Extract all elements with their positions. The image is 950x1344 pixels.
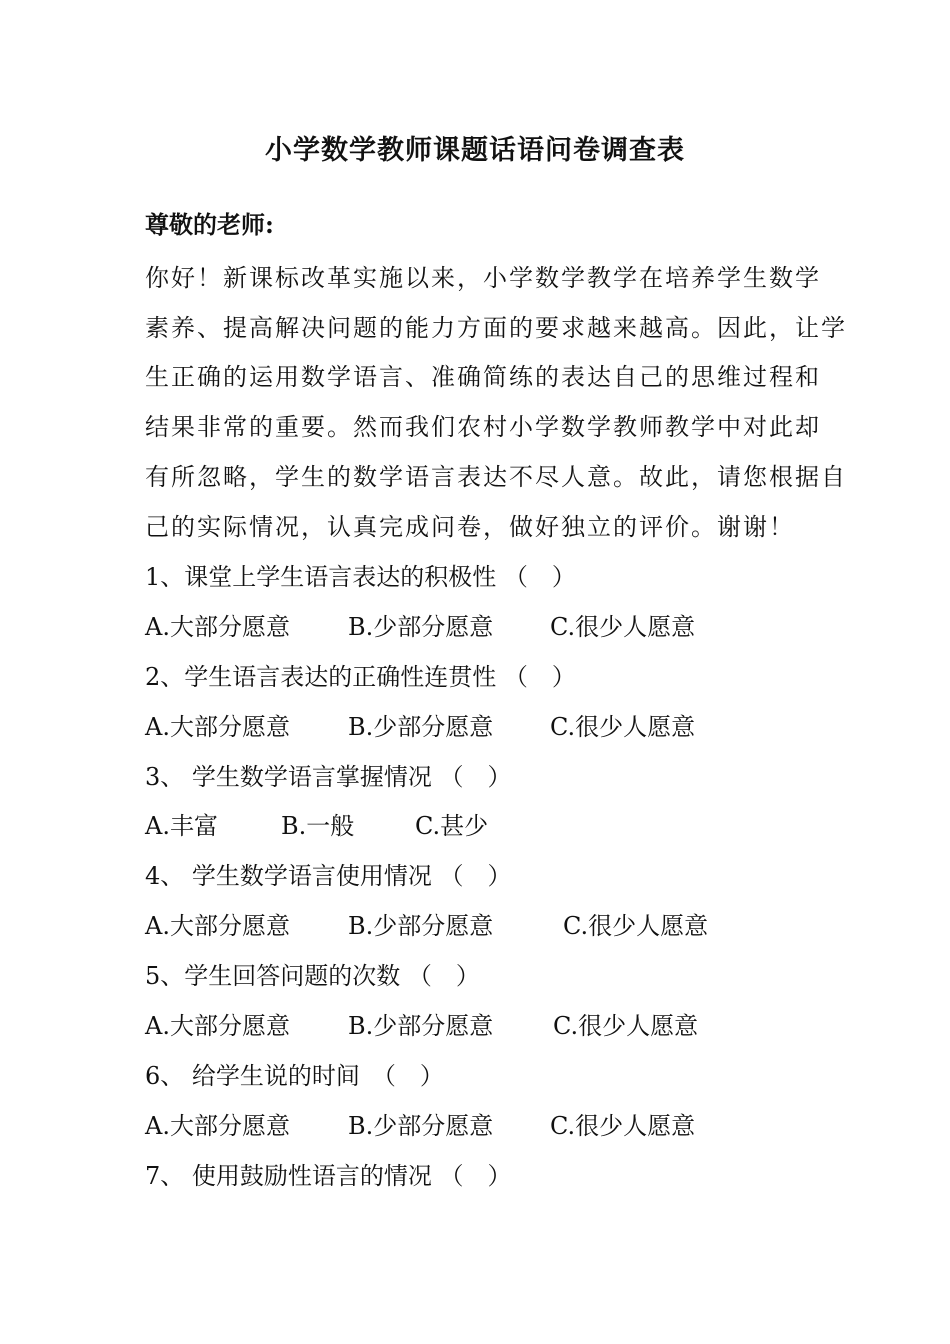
option-c: C.甚少 <box>415 812 489 840</box>
intro-line: 你好！新课标改革实施以来，小学数学教学在培养学生数学 <box>145 264 821 292</box>
question-5: 5、学生回答问题的次数 （ ） <box>145 962 480 990</box>
question-3: 3、 学生数学语言掌握情况 （ ） <box>145 763 512 791</box>
option-a: A.大部分愿意 <box>145 613 290 641</box>
intro-line: 生正确的运用数学语言、准确简练的表达自己的思维过程和 <box>145 363 821 391</box>
option-b: B.少部分愿意 <box>348 912 494 940</box>
question-2: 2、学生语言表达的正确性连贯性 （ ） <box>145 663 576 691</box>
page-title: 小学数学教师课题话语问卷调查表 <box>265 135 685 166</box>
question-4: 4、 学生数学语言使用情况 （ ） <box>145 862 512 890</box>
option-a: A.丰富 <box>145 812 218 840</box>
option-a: A.大部分愿意 <box>145 1012 290 1040</box>
option-b: B.少部分愿意 <box>348 1012 494 1040</box>
intro-line: 素养、提高解决问题的能力方面的要求越来越高。因此，让学 <box>145 314 847 342</box>
option-c: C.很少人愿意 <box>550 1112 696 1140</box>
option-b: B.少部分愿意 <box>348 1112 494 1140</box>
option-a: A.大部分愿意 <box>145 912 290 940</box>
question-7: 7、 使用鼓励性语言的情况 （ ） <box>145 1162 512 1190</box>
option-a: A.大部分愿意 <box>145 713 290 741</box>
option-c: C.很少人愿意 <box>550 613 696 641</box>
salutation: 尊敬的老师: <box>145 210 274 239</box>
option-b: B.一般 <box>281 812 355 840</box>
option-c: C.很少人愿意 <box>550 713 696 741</box>
intro-line: 己的实际情况，认真完成问卷，做好独立的评价。谢谢！ <box>145 513 795 541</box>
option-c: C.很少人愿意 <box>563 912 709 940</box>
option-a: A.大部分愿意 <box>145 1112 290 1140</box>
intro-line: 结果非常的重要。然而我们农村小学数学教师教学中对此却 <box>145 413 821 441</box>
question-1: 1、课堂上学生语言表达的积极性 （ ） <box>145 563 576 591</box>
intro-line: 有所忽略，学生的数学语言表达不尽人意。故此，请您根据自 <box>145 463 847 491</box>
option-b: B.少部分愿意 <box>348 613 494 641</box>
option-b: B.少部分愿意 <box>348 713 494 741</box>
option-c: C.很少人愿意 <box>553 1012 699 1040</box>
question-6: 6、 给学生说的时间 （ ） <box>145 1062 444 1090</box>
